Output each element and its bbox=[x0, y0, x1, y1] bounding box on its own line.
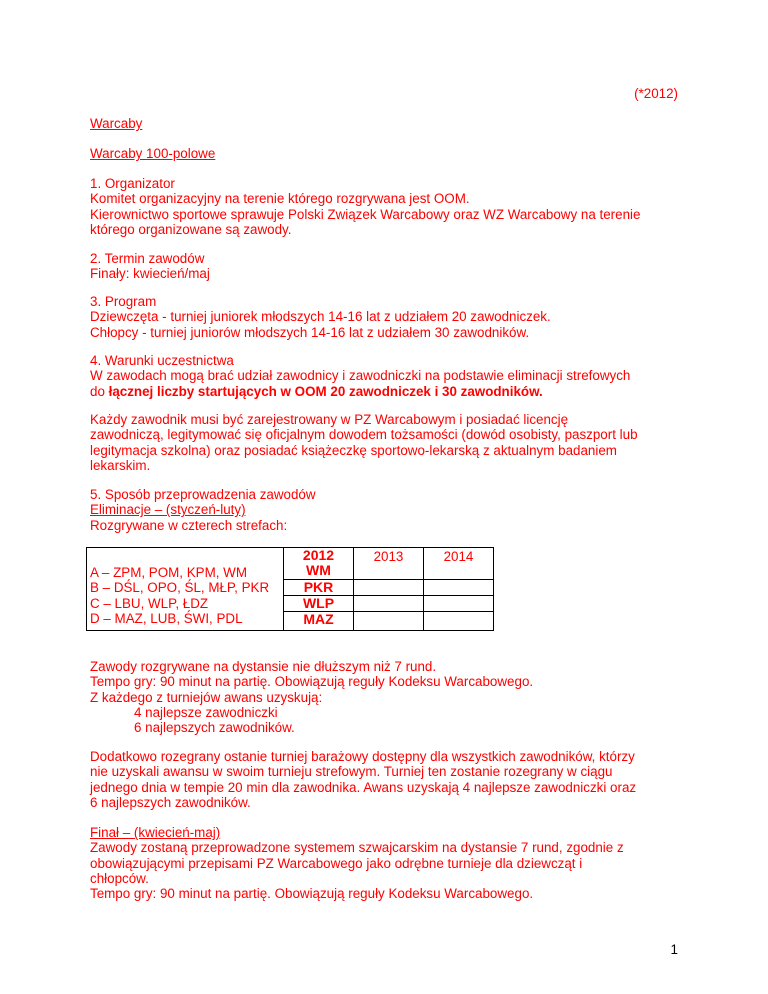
text-bold: łącznej liczby startujących w OOM 20 zawodniczek i 30 zawodników. bbox=[108, 383, 543, 399]
section-conditions-para bbox=[90, 412, 690, 473]
year-column-2012 bbox=[284, 548, 354, 631]
text-line: Rozgrywane w czterech strefach: bbox=[90, 517, 288, 533]
final-heading: Finał – (kwiecień-maj) bbox=[90, 825, 221, 840]
section-dates bbox=[90, 251, 690, 282]
text-line: Tempo gry: 90 minut na partię. Obowiązują reguły Kodeksu Warcabowego. bbox=[90, 674, 534, 690]
subtitle-block bbox=[90, 146, 690, 161]
text-line: Kierownictwo sportowe sprawuje Polski Związek Warcabowy oraz WZ Warcabowy na terenie bbox=[90, 206, 641, 222]
section-heading: 1. Organizator bbox=[90, 176, 175, 191]
text-line: Tempo gry: 90 minut na partię. Obowiązują reguły Kodeksu Warcabowego. bbox=[90, 886, 534, 902]
header-note: (*2012) bbox=[634, 86, 678, 101]
text-line: jednego dnia w tempie 20 min dla zawodnika. Awans uzyskają 4 najlepsze zawodniczki oraz bbox=[90, 779, 637, 795]
elimination-heading: Eliminacje – (styczeń-luty) bbox=[90, 502, 246, 518]
text-line: Każdy zawodnik musi być zarejestrowany w PZ Warcabowym i posiadać licencję bbox=[90, 412, 569, 427]
text-line: nie uzyskali awansu w swoim turnieju strefowym. Turniej ten zostanie rozegrany w ciągu bbox=[90, 764, 613, 780]
text-line: Komitet organizacyjny na terenie którego rozgrywana jest OOM. bbox=[90, 191, 470, 207]
year-header: 2013 bbox=[373, 549, 404, 564]
zone-row: A – ZPM, POM, KPM, WM bbox=[90, 565, 247, 580]
section-rules bbox=[90, 659, 690, 735]
document-subtitle: Warcaby 100-polowe bbox=[90, 146, 216, 161]
text-plain: do bbox=[90, 383, 109, 399]
year-column-2014 bbox=[424, 548, 494, 631]
year-header: 2014 bbox=[443, 549, 474, 564]
zone-row: B – DŚL, OPO, ŚL, MŁP, PKR bbox=[90, 580, 270, 596]
advance-line: 4 najlepsze zawodniczki bbox=[134, 704, 278, 720]
page-number: 1 bbox=[670, 942, 678, 957]
title-block bbox=[90, 116, 690, 131]
section-method bbox=[90, 487, 690, 533]
text-line: Zawody zostaną przeprowadzone systemem szwajcarskim na dystansie 7 rund, zgodnie z bbox=[90, 840, 624, 856]
zones-table bbox=[86, 547, 494, 631]
text-line: Z każdego z turniejów awans uzyskują: bbox=[90, 689, 323, 705]
text-line: chłopców. bbox=[90, 870, 149, 886]
text-line: obowiązującymi przepisami PZ Warcabowego jako odrębne turnieje dla dziewcząt i bbox=[90, 855, 583, 871]
section-heading: 3. Program bbox=[90, 294, 157, 309]
text-line bbox=[90, 384, 690, 399]
text-line: Chłopcy - turniej juniorów młodszych 14-16 lat z udziałem 30 zawodników. bbox=[90, 324, 530, 340]
section-heading: 2. Termin zawodów bbox=[90, 251, 205, 266]
host-cell: PKR bbox=[284, 579, 353, 595]
section-program bbox=[90, 294, 690, 340]
section-final bbox=[90, 825, 690, 901]
text-line: którego organizowane są zawody. bbox=[90, 221, 292, 237]
section-conditions bbox=[90, 353, 690, 399]
text-line: Dziewczęta - turniej juniorek młodszych 14-16 lat z udziałem 20 zawodniczek. bbox=[90, 309, 551, 325]
zone-row: D – MAZ, LUB, ŚWI, PDL bbox=[90, 610, 243, 626]
text-line: Dodatkowo rozegrany ostanie turniej barażowy dostępny dla wszystkich zawodników, którzy bbox=[90, 749, 635, 764]
year-column-2013 bbox=[354, 548, 424, 631]
text-line: 6 najlepszych zawodników. bbox=[90, 794, 251, 810]
text-line: W zawodach mogą brać udział zawodnicy i zawodniczki na podstawie eliminacji strefowych bbox=[90, 368, 631, 384]
zones-cell bbox=[87, 548, 284, 631]
text-line: Finały: kwiecień/maj bbox=[90, 266, 210, 282]
section-heading: 5. Sposób przeprowadzenia zawodów bbox=[90, 487, 316, 502]
year-header: 2012 bbox=[302, 547, 335, 563]
section-heading: 4. Warunki uczestnictwa bbox=[90, 353, 234, 368]
text-line: Zawody rozgrywane na dystansie nie dłuższym niż 7 rund. bbox=[90, 659, 437, 674]
zone-row: C – LBU, WLP, ŁDZ bbox=[90, 595, 209, 611]
section-organizer bbox=[90, 176, 690, 237]
text-line: zawodniczą, legitymować się oficjalnym dowodem tożsamości (dowód osobisty, paszport lub bbox=[90, 427, 638, 443]
document-title: Warcaby bbox=[90, 116, 143, 131]
text-line: lekarskim. bbox=[90, 457, 151, 473]
host-cell: WM bbox=[306, 562, 331, 579]
text-line: legitymacja szkolna) oraz posiadać książeczkę sportowo-lekarską z aktualnym badaniem bbox=[90, 442, 617, 458]
host-cell: WLP bbox=[284, 595, 353, 611]
host-cell: MAZ bbox=[284, 612, 353, 628]
advance-line: 6 najlepszych zawodników. bbox=[134, 720, 295, 736]
section-barrage bbox=[90, 749, 690, 810]
